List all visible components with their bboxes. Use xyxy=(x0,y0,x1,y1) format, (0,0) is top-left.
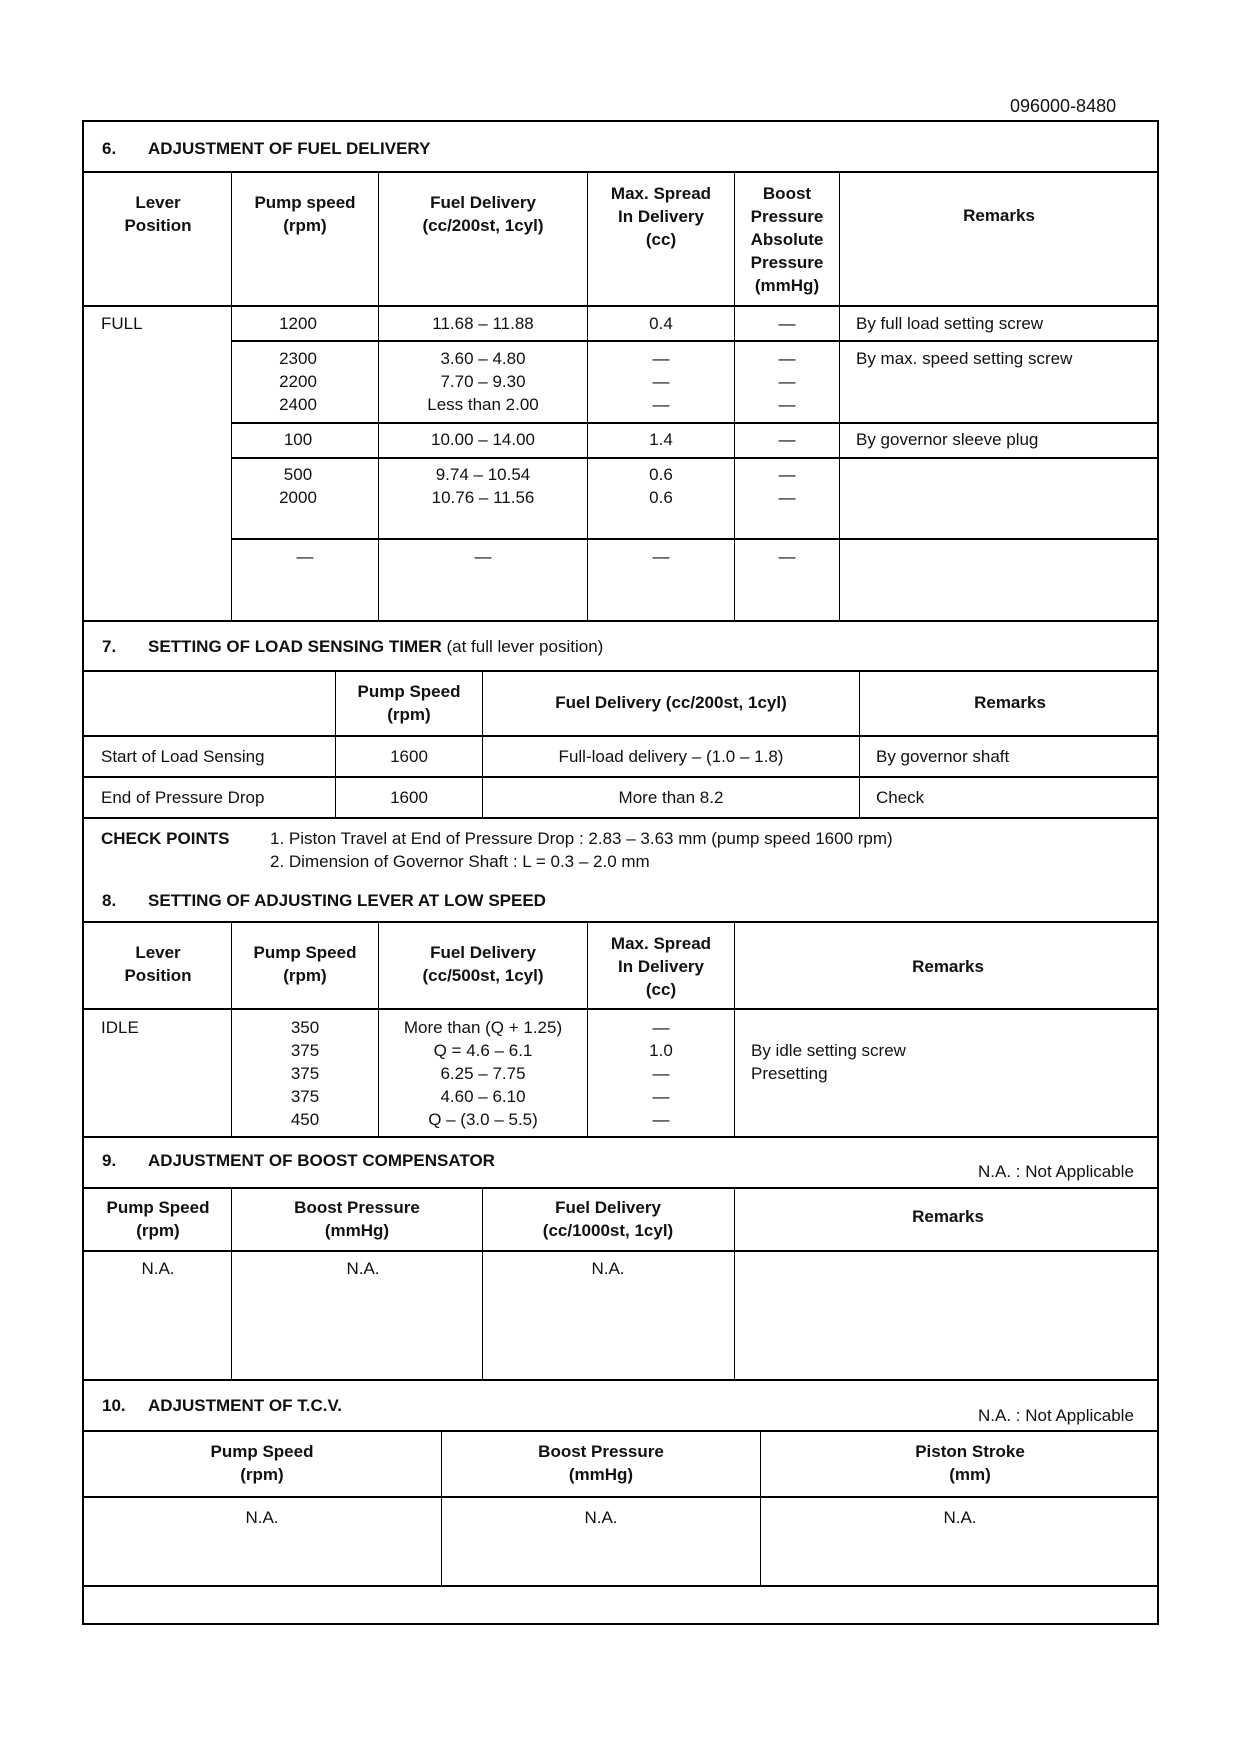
s9-header-fuel-delivery: Fuel Delivery (cc/1000st, 1cyl) xyxy=(542,1198,674,1240)
s10-header-pump-speed: Pump Speed (rpm) xyxy=(210,1442,314,1484)
s6-header-lever: Lever Position xyxy=(124,193,192,235)
s9-not-applicable-note: N.A. : Not Applicable xyxy=(978,1162,1134,1181)
s8-remarks-list: By idle setting screw Presetting xyxy=(751,1041,906,1083)
s8-title-rule xyxy=(82,921,1159,923)
s6-header-boost-pressure: Boost Pressure Absolute Pressure (mmHg) xyxy=(750,184,824,295)
s6-max-spread: — — — xyxy=(652,349,670,414)
s10-boost-value: N.A. xyxy=(584,1508,618,1527)
s7-col-rule xyxy=(482,670,483,817)
s7-row-remark: By governor shaft xyxy=(876,747,1010,766)
s6-row-rule xyxy=(231,538,1159,540)
s6-col-rule xyxy=(839,171,840,620)
s10-col-rule xyxy=(760,1430,761,1585)
check-points-label: CHECK POINTS xyxy=(101,829,230,848)
s6-col-rule xyxy=(587,171,588,620)
s7-header-fuel-delivery: Fuel Delivery (cc/200st, 1cyl) xyxy=(555,693,787,712)
s9-col-rule xyxy=(482,1187,483,1379)
s9-end-rule xyxy=(82,1379,1159,1381)
s8-header-rule xyxy=(82,1008,1159,1010)
s10-col-rule xyxy=(441,1430,442,1585)
s6-header-rule xyxy=(82,305,1159,307)
s6-max-spread: 0.4 xyxy=(649,314,673,333)
s6-header-max-spread: Max. Spread In Delivery (cc) xyxy=(610,184,712,249)
section-9-title: 9. ADJUSTMENT OF BOOST COMPENSATOR xyxy=(102,1151,495,1170)
s9-col-rule xyxy=(231,1187,232,1379)
s7-col-rule xyxy=(859,670,860,817)
s8-pump-speed-list: 350 375 375 375 450 xyxy=(290,1018,320,1129)
s6-boost: — — xyxy=(778,465,796,507)
s10-header-rule xyxy=(82,1496,1159,1498)
s6-fuel-delivery: 9.74 – 10.54 10.76 – 11.56 xyxy=(431,465,535,507)
s7-row-speed: 1600 xyxy=(390,788,428,807)
s6-max-spread: 0.6 0.6 xyxy=(649,465,673,507)
s9-col-rule xyxy=(734,1187,735,1379)
s6-row-rule xyxy=(231,457,1159,459)
s7-row-rule xyxy=(82,817,1159,819)
s6-header-remarks: Remarks xyxy=(963,206,1035,225)
s10-not-applicable-note: N.A. : Not Applicable xyxy=(978,1406,1134,1425)
s9-header-rule xyxy=(82,1250,1159,1252)
part-number: 096000-8480 xyxy=(1010,96,1117,116)
s6-row-rule xyxy=(231,422,1159,424)
s8-header-remarks: Remarks xyxy=(912,957,984,976)
s8-header-fuel-delivery: Fuel Delivery (cc/500st, 1cyl) xyxy=(422,943,544,985)
s6-title-rule xyxy=(82,171,1159,173)
s6-max-spread: — xyxy=(652,547,670,566)
s9-title-rule xyxy=(82,1187,1159,1189)
s9-header-pump-speed: Pump Speed (rpm) xyxy=(106,1198,210,1240)
s6-pump-speed: 500 2000 xyxy=(279,465,317,507)
s9-header-remarks: Remarks xyxy=(912,1207,984,1226)
s6-col-rule xyxy=(231,171,232,620)
s8-lever-idle: IDLE xyxy=(101,1018,139,1037)
s6-row-rule xyxy=(231,340,1159,342)
s7-title-rule xyxy=(82,670,1159,672)
s9-header-boost-pressure: Boost Pressure (mmHg) xyxy=(294,1198,420,1240)
s6-header-pump-speed: Pump speed (rpm) xyxy=(254,193,356,235)
s7-row-fuel: Full-load delivery – (1.0 – 1.8) xyxy=(558,747,784,766)
section-7-title: 7. SETTING OF LOAD SENSING TIMER (at full lever position) xyxy=(102,637,604,656)
s8-col-rule xyxy=(587,921,588,1136)
s6-pump-speed: 100 xyxy=(283,430,313,449)
s6-remark: By full load setting screw xyxy=(856,314,1044,333)
s10-title-rule xyxy=(82,1430,1159,1432)
s7-row-speed: 1600 xyxy=(390,747,428,766)
s6-header-fuel-delivery: Fuel Delivery (cc/200st, 1cyl) xyxy=(422,193,544,235)
s7-row-label: Start of Load Sensing xyxy=(101,747,265,766)
s6-remark: By governor sleeve plug xyxy=(856,430,1039,449)
s9-fuel-value: N.A. xyxy=(591,1259,625,1278)
s6-col-rule xyxy=(378,171,379,620)
s8-col-rule xyxy=(231,921,232,1136)
s6-max-spread: 1.4 xyxy=(649,430,673,449)
s6-lever-full: FULL xyxy=(101,314,143,333)
s8-fuel-delivery-list: More than (Q + 1.25) Q = 4.6 – 6.1 6.25 – 7.75 4.60 – 6.10 Q – (3.0 – 5.5) xyxy=(403,1018,563,1129)
s6-col-rule xyxy=(734,171,735,620)
s10-pump-speed-value: N.A. xyxy=(245,1508,279,1527)
s7-header-pump-speed: Pump Speed (rpm) xyxy=(357,682,461,724)
s7-header-rule xyxy=(82,735,1159,737)
s6-boost: — xyxy=(778,547,796,566)
s10-header-boost-pressure: Boost Pressure (mmHg) xyxy=(538,1442,664,1484)
s6-fuel-delivery: — xyxy=(474,547,492,566)
s9-boost-value: N.A. xyxy=(346,1259,380,1278)
s8-col-rule xyxy=(378,921,379,1136)
s6-pump-speed: — xyxy=(296,547,314,566)
s7-col-rule xyxy=(335,670,336,817)
s6-boost: — xyxy=(778,314,796,333)
s6-pump-speed: 1200 xyxy=(279,314,317,333)
s6-remark: By max. speed setting screw xyxy=(856,349,1073,368)
section-6-title: 6. ADJUSTMENT OF FUEL DELIVERY xyxy=(102,139,431,158)
s10-end-rule xyxy=(82,1585,1159,1587)
s10-piston-stroke-value: N.A. xyxy=(943,1508,977,1527)
s6-boost: — — — xyxy=(778,349,796,414)
s7-row-label: End of Pressure Drop xyxy=(101,788,265,807)
s6-fuel-delivery: 3.60 – 4.80 7.70 – 9.30 Less than 2.00 xyxy=(427,349,539,414)
s8-header-pump-speed: Pump Speed (rpm) xyxy=(253,943,357,985)
s8-max-spread-list: — 1.0 — — — xyxy=(649,1018,673,1129)
section-10-title: 10. ADJUSTMENT OF T.C.V. xyxy=(102,1396,342,1415)
s8-col-rule xyxy=(734,921,735,1136)
s7-row-fuel: More than 8.2 xyxy=(618,788,724,807)
s10-header-piston-stroke: Piston Stroke (mm) xyxy=(915,1442,1025,1484)
section-8-title: 8. SETTING OF ADJUSTING LEVER AT LOW SPEED xyxy=(102,891,546,910)
s8-header-lever: Lever Position xyxy=(124,943,192,985)
s7-header-remarks: Remarks xyxy=(974,693,1046,712)
check-points-list: 1. Piston Travel at End of Pressure Drop : 2.83 – 3.63 mm (pump speed 1600 rpm) 2. Dimension of Governor Shaft : L = 0.3 – 2.0 mm xyxy=(270,829,893,871)
s6-boost: — xyxy=(778,430,796,449)
s7-row-rule xyxy=(82,776,1159,778)
s8-end-rule xyxy=(82,1136,1159,1138)
s8-header-max-spread: Max. Spread In Delivery (cc) xyxy=(610,934,712,999)
s7-row-remark: Check xyxy=(876,788,925,807)
s6-end-rule xyxy=(82,620,1159,622)
s6-fuel-delivery: 11.68 – 11.88 xyxy=(432,314,534,333)
s9-pump-speed-value: N.A. xyxy=(141,1259,175,1278)
s6-pump-speed: 2300 2200 2400 xyxy=(279,349,317,414)
s6-fuel-delivery: 10.00 – 14.00 xyxy=(431,430,535,449)
